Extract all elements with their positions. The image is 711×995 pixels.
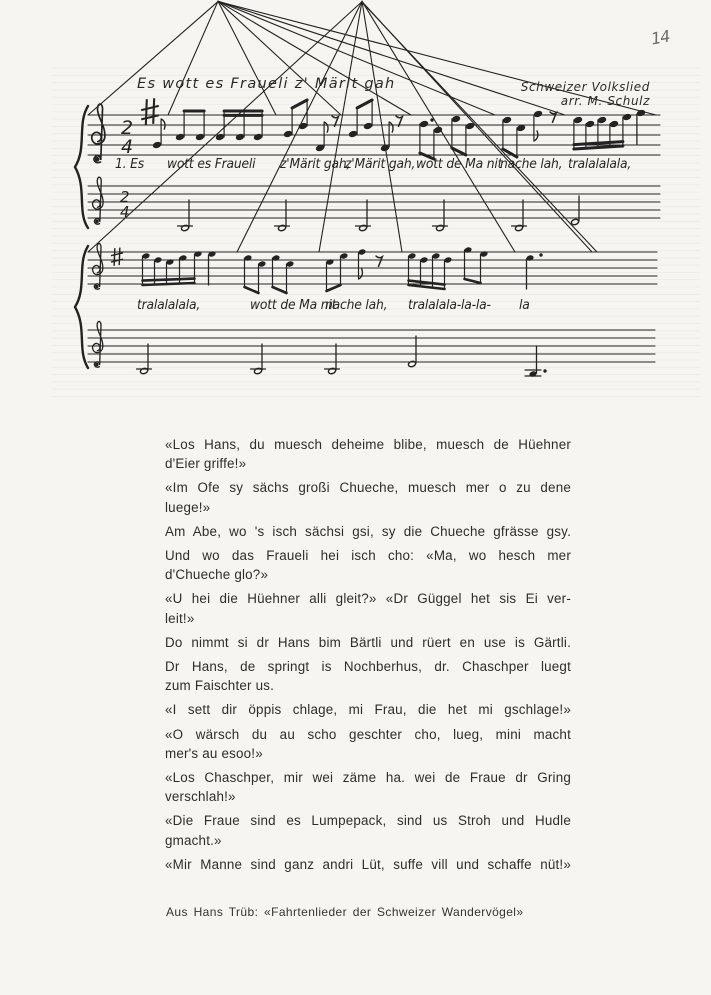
lyric-syllable: 1. Es — [115, 157, 145, 172]
verse-text: leit!» — [165, 610, 195, 626]
verse-text: «Los Chaschper, mir wei zäme ha. wei de Fraue dr Gring — [165, 770, 571, 786]
verse-text: «I sett dir öppis chlage, mi Frau, die het mi gschlage!» — [165, 702, 571, 718]
verse-text: «Mir Manne sind ganz andri Lüt, suffe vill und schaffe nüt!» — [165, 856, 571, 872]
verse-text: Do nimmt si dr Hans bim Bärtli und rüert en use is Gärtli. — [165, 634, 571, 650]
lyric-syllable: wott de Ma nit — [416, 157, 503, 172]
song-verses — [165, 435, 571, 879]
verse-text: «Im Ofe sy sächs großi Chueche, muesch mer o zu dene — [165, 480, 571, 496]
lyric-syllable: z'Märit gah, — [345, 157, 416, 172]
verse-line — [165, 435, 571, 473]
lyric-syllable: la — [519, 298, 530, 313]
lyric-syllable: z'Märit gah, — [280, 157, 351, 172]
verse-text: Dr Hans, de springt is Nochberhus, dr. Chaschper luegt — [165, 659, 571, 675]
verse-text: «U hei die Hüehner alli gleit?» «Dr Güggel het sis Ei ver- — [165, 591, 571, 607]
lyric-syllable: tralalalala, — [137, 298, 201, 313]
source-citation: Aus Hans Trüb: «Fahrtenlieder der Schweizer Wandervögel» — [166, 905, 524, 919]
verse-line — [165, 725, 571, 763]
verse-text: d'Eier griffe!» — [165, 456, 247, 472]
verse-text: Am Abe, wo 's isch sächsi gsi, sy die Chueche gfrässe gsy. — [165, 523, 571, 539]
verse-text: gmacht.» — [165, 832, 222, 848]
music-notation-svg — [0, 0, 711, 410]
verse-text: zum Faischter us. — [165, 678, 275, 694]
verse-line — [165, 657, 571, 695]
system-brace — [75, 246, 88, 368]
verse-text: d'Chueche glo?» — [165, 567, 269, 583]
sheet-music — [0, 0, 711, 410]
verse-text: mer's au esoo!» — [165, 745, 263, 761]
page-number: 14 — [649, 26, 671, 49]
time-signature-numerator: 2 — [120, 188, 130, 206]
attribution-line: arr. M. Schulz — [560, 94, 650, 108]
verse-line — [165, 633, 571, 652]
verse-line — [165, 768, 571, 806]
score-title: Es wott es Fraueli z' Märit gah — [137, 76, 396, 92]
verse-text: verschlah!» — [165, 789, 236, 805]
verse-line — [165, 478, 571, 516]
time-signature-denominator: 4 — [121, 136, 134, 158]
verse-line — [165, 855, 571, 874]
verse-text: luege!» — [165, 499, 211, 515]
verse-line — [165, 546, 571, 584]
time-signature-denominator: 4 — [120, 203, 130, 221]
lyric-syllable: wott de Ma nit — [250, 298, 337, 313]
attribution-line: Schweizer Volkslied — [520, 80, 650, 94]
lyric-syllable: tralalala-la-la- — [408, 298, 491, 313]
lyric-syllable: wott es Fraueli — [167, 157, 256, 172]
verse-line — [165, 811, 571, 849]
verse-text: Und wo das Fraueli hei isch cho: «Ma, wo hesch mer — [165, 548, 571, 564]
lyric-syllable: tralalalala, — [568, 157, 632, 172]
verse-line — [165, 700, 571, 719]
score-attribution — [468, 80, 650, 108]
lyric-syllable: nache lah, — [325, 298, 388, 313]
system-brace — [75, 106, 88, 228]
treble-clef-icon — [93, 177, 104, 224]
verse-text: «Die Fraue sind es Lumpepack, sind us Stroh und Hudle — [165, 813, 571, 829]
lyric-syllable: nache lah, — [500, 157, 563, 172]
time-signature-numerator: 2 — [121, 117, 134, 139]
verse-text: «Los Hans, du muesch deheime blibe, muesch de Hüehner — [165, 437, 571, 452]
verse-text: «O wärsch du au scho geschter cho, lueg, mini macht — [165, 726, 571, 742]
verse-line — [165, 522, 571, 541]
verse-line — [165, 589, 571, 627]
